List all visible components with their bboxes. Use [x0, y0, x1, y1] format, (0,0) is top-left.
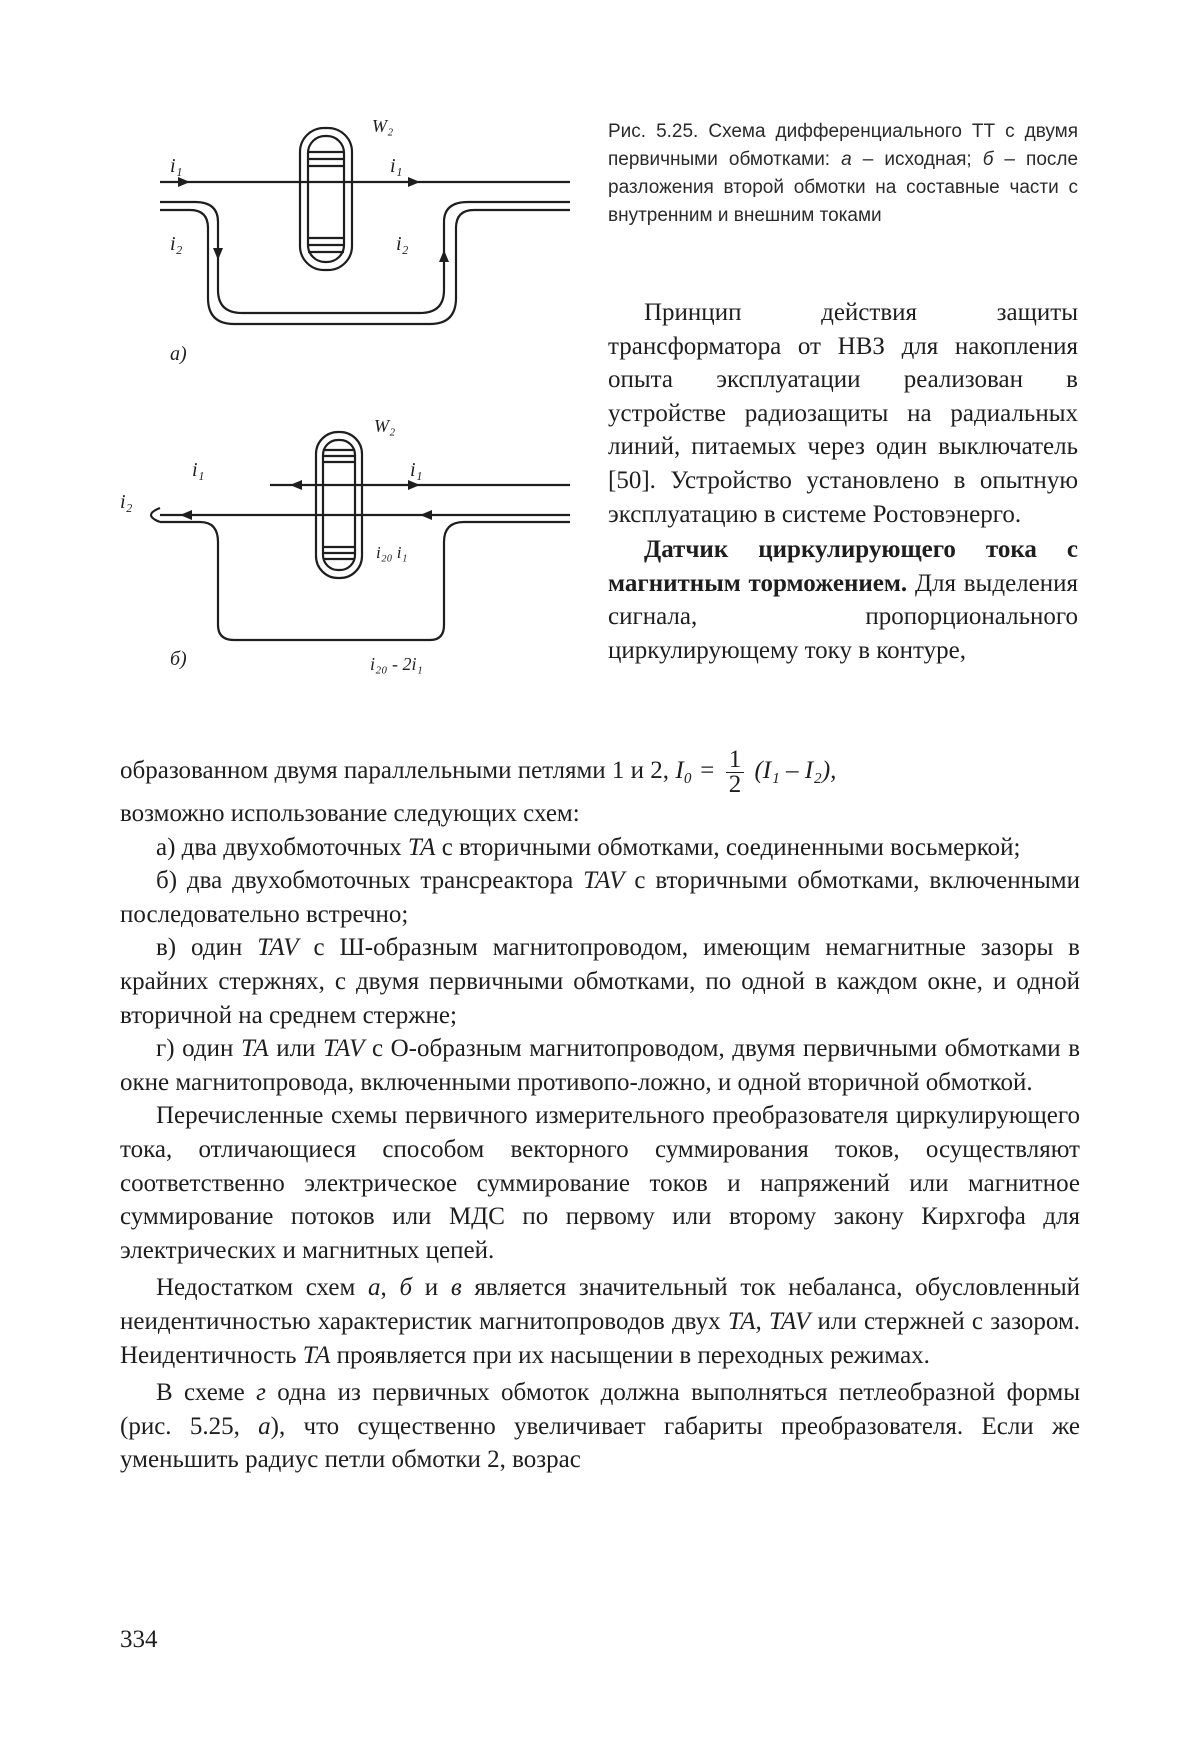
bot-i1-right-label: i₁ [410, 459, 423, 481]
caption-item-a-text: – исходная; [862, 149, 972, 170]
bot-loop [160, 522, 570, 640]
defect-text-1: Недостатком схем [156, 1274, 356, 1302]
side-paragraph-sensor [608, 533, 1078, 667]
item-a-text: с вторичными обмотками, соединенными восьмеркой; [441, 833, 1021, 861]
item-g-tav: TAV [323, 1035, 365, 1063]
item-g-text: с О-образным магнитопроводом, двумя первичными обмотками в окне магнитопровода, включенными противопо-ложно, и одной вторичной обмоткой. [120, 1035, 1081, 1096]
defect-ta2: ТА [302, 1341, 331, 1369]
item-v-tav: TAV [257, 934, 299, 962]
page-number: 334 [120, 1626, 158, 1653]
figure-caption [608, 118, 1078, 230]
formula-line [120, 748, 1080, 797]
last-text-1: В схеме [156, 1379, 245, 1407]
caption-title: Схема дифференциального ТТ с двумя первичными обмотками: [608, 121, 1079, 170]
caption-item-a-label: а [841, 149, 852, 170]
formula [675, 746, 837, 798]
formula-numerator: 1 [726, 748, 745, 773]
formula-lhs: I₀ [675, 757, 693, 785]
paragraph-enumerated: Перечисленные схемы первичного измерительного преобразователя циркулирующего тока, отличающиеся способом векторного суммирования токов, осуществляют соответственно электрическое суммирование токов и напряжений или магнитное суммирование потоков или МДС по первому или второму закону Кирхгофа для электрических и магнитных цепей. [120, 1102, 1080, 1264]
item-v-text: с Ш-образным магнитопроводом, имеющим немагнитные зазоры в крайних стержнях, с двумя первичными обмотками, по одной в каждом окне, и одной вторичной на среднем стержне; [120, 934, 1080, 1029]
top-i2-right-label: i₂ [396, 233, 409, 255]
bot-brace [151, 508, 160, 522]
formula-line-text: образованном двумя параллельными петлями 1 и 2, [120, 757, 670, 785]
last-a: а [258, 1412, 271, 1440]
item-g-ta: ТА [241, 1035, 269, 1063]
main-text [120, 748, 1080, 1477]
list-item-v [120, 931, 1080, 1032]
defect-a: а [368, 1274, 381, 1302]
transformer-diagram [120, 110, 590, 710]
schemes-intro: возможно использование следующих схем: [120, 800, 580, 827]
formula-equals: = [698, 757, 716, 785]
item-b-label: б) два двухобмоточных трансреактора [156, 867, 574, 895]
defect-ta: ТА, [727, 1307, 762, 1335]
defect-v: в [450, 1274, 462, 1302]
last-g: г [256, 1379, 266, 1407]
top-w2-label: W₂ [372, 116, 394, 136]
bot-panel-label: б) [170, 648, 187, 670]
item-b-text: с вторичными обмотками, включенными последовательно встречно; [120, 867, 1080, 928]
side-text-column [608, 296, 1078, 668]
formula-rhs: (I₁ – I₂), [754, 757, 837, 785]
top-i1-right-label: i₁ [390, 155, 403, 177]
bot-i2-left-label: i₂ [120, 491, 133, 513]
bot-w2-label: W₂ [374, 416, 396, 436]
paragraph-last [120, 1376, 1080, 1477]
defect-b: б [399, 1274, 413, 1302]
bot-outer-label: i₂₀ - 2i₁ [370, 654, 423, 674]
last-text-2: одна из первичных обмоток должна выполняться петлеобразной формы (рис. 5.25, [120, 1379, 1081, 1440]
defect-and: и [424, 1274, 439, 1302]
item-b-tav: TAV [583, 867, 625, 895]
defect-text-4: проявляется при их насыщении в переходных режимах. [336, 1341, 930, 1369]
list-item-a [120, 831, 1080, 865]
list-item-b [120, 864, 1080, 931]
bot-i1-left-label: i₁ [192, 459, 205, 481]
defect-text-2: является значительный ток небаланса, обусловленный неидентичностью характеристик магнитопроводов двух [120, 1274, 1080, 1335]
top-i2-left-label: i₂ [170, 233, 183, 255]
item-a-ta: ТА [407, 833, 436, 861]
bot-inner-label: i₂₀ i₁ [376, 543, 408, 562]
bot-core-inner [323, 440, 355, 570]
sensor-text: Для выделения сигнала, пропорционального циркулирующему току в контуре, [608, 569, 1079, 664]
figure-5-25 [120, 110, 590, 710]
item-g-or: или [276, 1035, 316, 1063]
caption-item-b-label: б [982, 149, 994, 170]
side-paragraph-principle: Принцип действия защиты трансформатора от НВЗ для накопления опыта эксплуатации реализован в устройстве радиозащиты на радиальных линий, питаемых через один выключатель [50]. Устройство установлено в опытную эксплуатацию в системе Ростовэнерго. [608, 299, 1078, 528]
item-a-label: а) два двухобмоточных [156, 833, 402, 861]
top-loop-i2-outer [160, 210, 570, 324]
formula-denominator: 2 [728, 771, 742, 798]
item-v-label: в) один [156, 934, 243, 962]
top-i1-left-label: i₁ [170, 155, 183, 177]
formula-fraction [726, 748, 745, 797]
caption-item-b-text: – после разложения второй обмотки на составные части с внутренним и внешним токами [608, 149, 1079, 226]
item-g-label: г) один [156, 1035, 234, 1063]
caption-fig-number: Рис. 5.25. [608, 121, 699, 142]
paragraph-defect [120, 1271, 1080, 1372]
top-panel-label: а) [170, 343, 187, 365]
last-text-3: ), что существенно увеличивает габариты преобразователя. Если же уменьшить радиус петли обмотки 2, возрас [120, 1412, 1081, 1474]
sensor-heading: Датчик циркулирующего тока с магнитным торможением. [608, 536, 1078, 597]
defect-tav: TAV [768, 1307, 811, 1335]
defect-sep: , [380, 1274, 387, 1302]
defect-text-3: или стержней с зазором. Неидентичность [120, 1307, 1081, 1369]
list-item-g [120, 1032, 1080, 1099]
top-core-inner [308, 136, 344, 262]
top-loop-i2 [160, 202, 570, 313]
